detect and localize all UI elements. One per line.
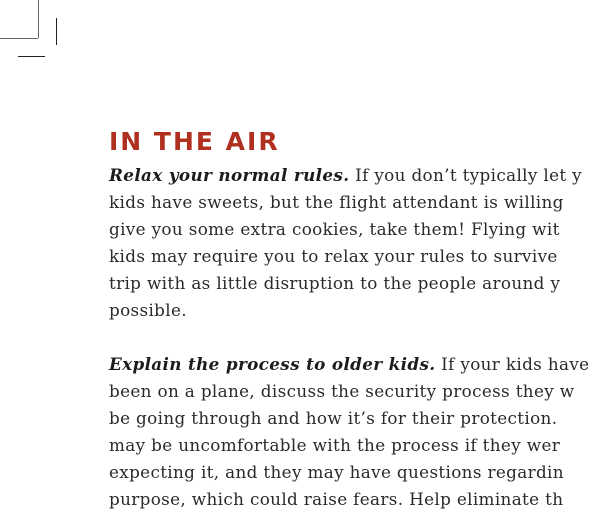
crop-mark: [18, 56, 45, 57]
text-line: be going through and how it’s for their protection.: [109, 408, 558, 428]
paragraph-explain-process: [109, 351, 589, 513]
crop-mark: [56, 18, 57, 45]
text-line: expecting it, and they may have questions regardin: [109, 462, 564, 482]
crop-mark: [38, 0, 39, 38]
crop-mark: [0, 38, 38, 39]
text-line: purpose, which could raise fears. Help eliminate th: [109, 489, 564, 509]
text-line: kids may require you to relax your rules to survive: [109, 246, 558, 266]
line-text: If you don’t typically let y: [349, 165, 583, 185]
text-line: possible.: [109, 300, 187, 320]
text-line: [109, 162, 583, 189]
paragraph-lead: Relax your normal rules.: [109, 165, 350, 185]
text-line: give you some extra cookies, take them! Flying wit: [109, 219, 560, 239]
text-line: trip with as little disruption to the people around y: [109, 273, 561, 293]
paragraph-lead: Explain the process to older kids.: [109, 354, 436, 374]
paragraph-relax-rules: [109, 162, 583, 324]
section-heading: IN THE AIR: [109, 127, 280, 156]
text-line: [109, 351, 589, 378]
text-line: kids have sweets, but the flight attendant is willing: [109, 192, 564, 212]
line-text: If your kids have: [435, 354, 589, 374]
text-line: been on a plane, discuss the security process they w: [109, 381, 575, 401]
body-text: [109, 162, 589, 513]
text-line: may be uncomfortable with the process if they wer: [109, 435, 561, 455]
